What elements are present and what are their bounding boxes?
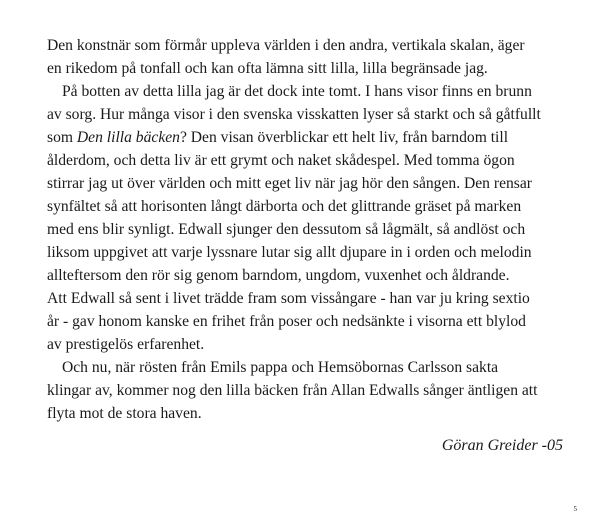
- text-line: klingar av, kommer nog den lilla bäcken från Allan Edwalls sånger äntligen att: [47, 382, 538, 399]
- text-line: år - gav honom kanske en frihet från poser och nedsänkte i visorna ett blylod: [47, 313, 526, 330]
- text-line: liksom uppgivet att varje lyssnare lutar sig allt djupare in i orden och melodin: [47, 244, 532, 261]
- text-line: en rikedom på tonfall och kan ofta lämna sitt lilla, lilla begränsade jag.: [47, 60, 488, 77]
- text-line: av sorg. Hur många visor i den svenska visskatten lyser så starkt och så gåtfullt: [47, 106, 541, 123]
- text-line: flyta mot de stora haven.: [47, 405, 202, 422]
- text-line: av prestigelös erfarenhet.: [47, 336, 205, 353]
- text-line: [47, 128, 508, 148]
- text-line: ålderdom, och detta liv är ett grymt och naket skådespel. Med tomma ögon: [47, 152, 515, 169]
- page-number: 5: [573, 505, 577, 513]
- text-fragment: som: [47, 129, 77, 146]
- text-line: synfältet så att horisonten långt därborta och det glittrande gräset på marken: [47, 198, 522, 215]
- text-line: med ens blir synligt. Edwall sjunger den dessutom så lågmält, så andlöst och: [47, 221, 526, 238]
- text-line: På botten av detta lilla jag är det dock inte tomt. I hans visor finns en brunn: [62, 83, 532, 100]
- text-line: stirrar jag ut över världen och mitt eget liv när jag hör den sången. Den rensar: [47, 175, 532, 192]
- author-signature: Göran Greider -05: [441, 437, 563, 454]
- text-fragment: ? Den visan överblickar ett helt liv, från barndom till: [179, 129, 509, 146]
- text-line: allteftersom den rör sig genom barndom, ungdom, vuxenhet och åldrande.: [47, 267, 510, 284]
- song-title: Den lilla bäcken: [76, 129, 180, 146]
- text-line: Och nu, när rösten från Emils pappa och Hemsöbornas Carlsson sakta: [62, 359, 499, 376]
- text-line: Den konstnär som förmår uppleva världen i den andra, vertikala skalan, äger: [47, 37, 525, 54]
- text-line: Att Edwall så sent i livet trädde fram som vissångare - han var ju kring sextio: [47, 290, 530, 307]
